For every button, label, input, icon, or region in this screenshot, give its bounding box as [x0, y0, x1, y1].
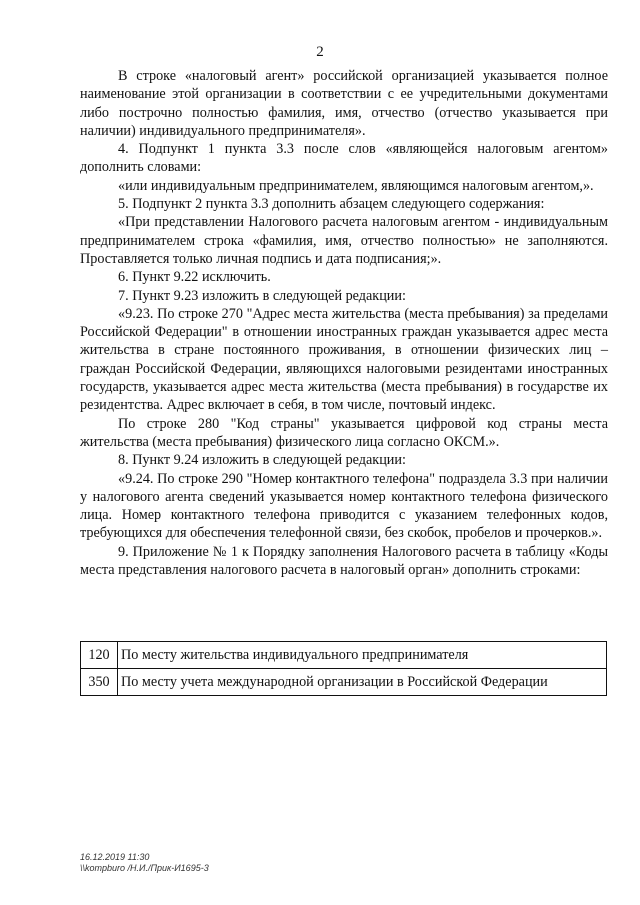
- paragraph: В строке «налоговый агент» российской организацией указывается полное наименование этой организации в соответствии с ее учредительными документами либо построчно полностью фамилия, имя, отчество (отчество указывается при наличии) индивидуального предпринимателя».: [80, 68, 608, 139]
- paragraph: «или индивидуальным предпринимателем, являющимся налоговым агентом,».: [118, 177, 594, 194]
- paragraph: «При представлении Налогового расчета налоговым агентом - индивидуальным предпринимателем строка «фамилия, имя, отчество полностью» не заполняются. Проставляется только личная подпись и дата подписания;».: [80, 214, 608, 267]
- footer: [80, 852, 209, 874]
- description-cell: По месту учета международной организации в Российской Федерации: [118, 669, 607, 696]
- paragraph: По строке 280 "Код страны" указывается цифровой код страны места жительства (места пребывания) физического лица согласно ОКСМ.».: [80, 415, 608, 450]
- paragraph: «9.23. По строке 270 "Адрес места жительства (места пребывания) за пределами Российской Федерации" в отношении иностранных граждан указывается адрес места жительства в стране постоянного проживания, в отношении физических лиц – граждан Российской Федерации, являющихся налоговыми резидентами иностранных государств, указывается адрес места жительства (места пребывания) в государстве их резидентства. Адрес включает в себя, в том числе, почтовый индекс.: [80, 305, 608, 414]
- paragraph: 4. Подпункт 1 пункта 3.3 после слов «являющейся налоговым агентом» дополнить словами:: [80, 141, 608, 176]
- footer-timestamp: 16.12.2019 11:30: [80, 852, 150, 862]
- paragraph: 7. Пункт 9.23 изложить в следующей редакции:: [118, 287, 406, 304]
- table-row: [81, 669, 607, 696]
- document-body: [80, 67, 608, 579]
- table-row: [81, 642, 607, 669]
- footer-file-path: \\kompburo /Н.И./Прик-И1695-3: [80, 863, 209, 873]
- paragraph: 9. Приложение № 1 к Порядку заполнения Налогового расчета в таблицу «Коды места представления налогового расчета в налоговый орган» дополнить строками:: [80, 543, 608, 579]
- paragraph: «9.24. По строке 290 "Номер контактного телефона" подраздела 3.3 при наличии у налогового агента сведений указывается номер контактного телефона физического лица. Номер контактного телефона приводится с указанием телефонных кодов, требующихся для обеспечения телефонной связи, без скобок, пробелов и прочерков.».: [80, 470, 608, 542]
- code-cell: 120: [81, 642, 118, 669]
- description-cell: По месту жительства индивидуального предпринимателя: [118, 642, 607, 669]
- paragraph: 6. Пункт 9.22 исключить.: [118, 269, 271, 286]
- codes-table: [80, 641, 607, 696]
- paragraph: 8. Пункт 9.24 изложить в следующей редакции:: [118, 452, 406, 469]
- paragraph: 5. Подпункт 2 пункта 3.3 дополнить абзацем следующего содержания:: [118, 196, 545, 213]
- code-cell: 350: [81, 669, 118, 696]
- page-number: 2: [316, 44, 324, 60]
